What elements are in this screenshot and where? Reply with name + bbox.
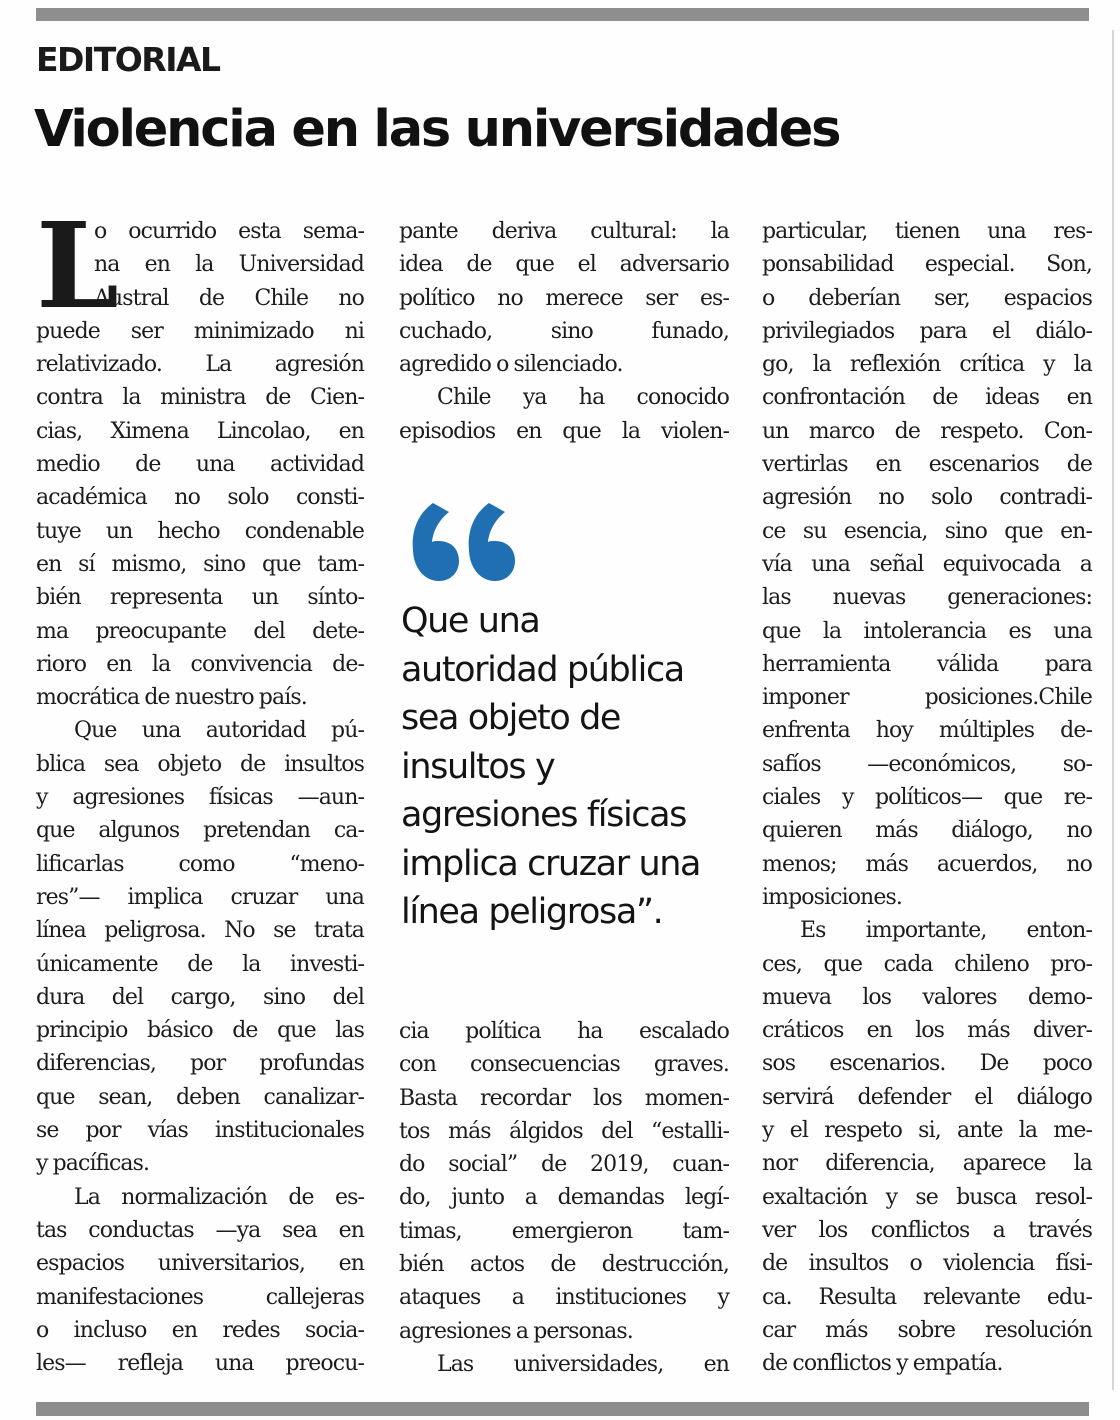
text-line: enfrenta hoy múltiples de- — [762, 718, 1092, 744]
headline: Violencia en las universidades — [34, 100, 840, 159]
text-line: ver los conflictos a través — [762, 1217, 1092, 1243]
text-line: académica no solo consti- — [36, 485, 364, 511]
text-line: ataques a instituciones y — [399, 1285, 729, 1311]
text-line: y pacíficas. — [36, 1151, 150, 1177]
blue-opening-quote-icon — [403, 497, 523, 597]
text-line: ma preocupante del dete- — [36, 618, 364, 644]
text-line: bién actos de destrucción, — [399, 1252, 729, 1278]
text-line: ce su esencia, sino que en- — [762, 518, 1092, 544]
text-line: contra la ministra de Cien- — [36, 385, 364, 411]
text-line: Las universidades, en — [437, 1351, 729, 1377]
text-line: en sí mismo, sino que tam- — [36, 551, 364, 577]
text-line: principio básico de que las — [36, 1018, 364, 1044]
text-line: dura del cargo, sino del — [36, 984, 364, 1010]
text-line: go, la reflexión crítica y la — [762, 352, 1092, 378]
text-line: agredido o silenciado. — [399, 352, 623, 378]
text-line: do, junto a demandas legí- — [399, 1185, 729, 1211]
text-line: rioro en la convivencia de- — [36, 651, 364, 677]
text-line: do social” de 2019, cuan- — [399, 1152, 729, 1178]
text-line: sos escenarios. De poco — [762, 1051, 1092, 1077]
section-label: EDITORIAL — [36, 40, 220, 79]
pull-quote-line: insultos y — [401, 746, 555, 787]
text-line: puede ser minimizado ni — [36, 318, 364, 344]
text-line: y agresiones físicas —aun- — [36, 785, 364, 811]
text-line: privilegiados para el diálo- — [762, 318, 1092, 344]
pull-quote — [399, 497, 729, 967]
article-column-1 — [36, 196, 364, 1380]
text-line: relativizado. La agresión — [36, 352, 364, 378]
text-line: vertirlas en escenarios de — [762, 452, 1092, 478]
text-line: les— refleja una preocu- — [36, 1351, 364, 1377]
bottom-rule — [36, 1402, 1089, 1416]
text-line: episodios en que la violen- — [399, 418, 729, 444]
text-line: particular, tienen una res- — [762, 219, 1092, 244]
text-line: ces, que cada chileno pro- — [762, 951, 1092, 977]
text-line: ciales y políticos— que re- — [762, 785, 1092, 811]
dropcap-letter: L — [36, 196, 119, 335]
text-line: La normalización de es- — [74, 1184, 364, 1210]
text-line: un marco de respeto. Con- — [762, 418, 1092, 444]
text-line: de insultos o violencia físi- — [762, 1251, 1092, 1277]
text-line: cia política ha escalado — [399, 1019, 729, 1044]
text-line: safíos —económicos, so- — [762, 751, 1092, 777]
top-rule — [36, 8, 1089, 21]
text-line: político no merece ser es- — [399, 285, 729, 311]
article-column-2-bottom — [399, 1015, 729, 1381]
text-line: mocrática de nuestro país. — [36, 685, 307, 711]
text-line: confrontación de ideas en — [762, 385, 1092, 411]
text-line: y el respeto si, ante la me- — [762, 1118, 1092, 1144]
text-line: vía una señal equivocada a — [762, 551, 1092, 577]
text-line: o ocurrido esta sema- — [94, 219, 364, 244]
pull-quote-line: autoridad pública — [401, 649, 684, 690]
text-line: res”— implica cruzar una — [36, 884, 364, 910]
article-column-2-top — [399, 215, 729, 448]
pull-quote-line: Que una — [401, 601, 540, 641]
text-line: que sean, deben canalizar- — [36, 1084, 364, 1110]
text-line: medio de una actividad — [36, 452, 364, 478]
pull-quote-text — [401, 597, 731, 937]
text-line: que la intolerancia es una — [762, 618, 1092, 644]
text-line: que algunos pretendan ca- — [36, 818, 364, 844]
text-line: manifestaciones callejeras — [36, 1284, 364, 1310]
text-line: imponer posiciones.Chile — [762, 685, 1092, 711]
text-line: menos; más acuerdos, no — [762, 851, 1092, 877]
text-line: idea de que el adversario — [399, 252, 729, 278]
text-line: quieren más diálogo, no — [762, 818, 1092, 844]
text-line: tas conductas —ya sea en — [36, 1217, 364, 1243]
text-line: se por vías institucionales — [36, 1118, 364, 1144]
text-line: ca. Resulta relevante edu- — [762, 1284, 1092, 1310]
text-line: con consecuencias graves. — [399, 1052, 729, 1078]
text-line: o incluso en redes socia- — [36, 1317, 364, 1343]
text-line: o deberían ser, espacios — [762, 285, 1092, 311]
pull-quote-line: línea peligrosa”. — [401, 892, 663, 932]
text-line: car más sobre resolución — [762, 1317, 1092, 1343]
text-line: cráticos en los más diver- — [762, 1018, 1092, 1044]
text-line: lificarlas como “meno- — [36, 851, 364, 877]
text-line: línea peligrosa. No se trata — [36, 918, 364, 944]
text-line: tos más álgidos del “estalli- — [399, 1118, 729, 1144]
text-line: bién representa un sínto- — [36, 585, 364, 611]
text-line: ponsabilidad especial. Son, — [762, 252, 1092, 278]
article-column-3 — [762, 215, 1092, 1380]
text-line: tuye un hecho condenable — [36, 518, 364, 544]
text-line: Austral de Chile no — [94, 285, 364, 311]
text-line: Basta recordar los momen- — [399, 1085, 729, 1111]
text-line: blica sea objeto de insultos — [36, 751, 364, 777]
text-line: de conflictos y empatía. — [762, 1351, 1003, 1377]
text-line: herramienta válida para — [762, 651, 1092, 677]
pull-quote-line: agresiones físicas — [401, 795, 686, 835]
page-edge — [1112, 30, 1114, 1390]
text-line: servirá defender el diálogo — [762, 1084, 1092, 1110]
text-line: na en la Universidad — [94, 252, 364, 278]
text-line: las nuevas generaciones: — [762, 585, 1092, 611]
text-line: pante deriva cultural: la — [399, 219, 729, 244]
text-line: nor diferencia, aparece la — [762, 1151, 1092, 1177]
text-line: cias, Ximena Lincolao, en — [36, 418, 364, 444]
text-line: únicamente de la investi- — [36, 951, 364, 977]
pull-quote-line: sea objeto de — [401, 698, 621, 738]
text-line: Que una autoridad pú- — [74, 718, 364, 744]
text-line: espacios universitarios, en — [36, 1251, 364, 1277]
text-line: mueva los valores demo- — [762, 984, 1092, 1010]
text-line: Es importante, enton- — [800, 918, 1092, 944]
text-line: agresión no solo contradi- — [762, 485, 1092, 511]
text-line: imposiciones. — [762, 884, 902, 910]
text-line: timas, emergieron tam- — [399, 1218, 729, 1244]
text-line: cuchado, sino funado, — [399, 318, 729, 344]
text-line: diferencias, por profundas — [36, 1051, 364, 1077]
text-line: agresiones a personas. — [399, 1318, 633, 1344]
pull-quote-line: implica cruzar una — [401, 843, 701, 884]
text-line: Chile ya ha conocido — [437, 385, 729, 411]
text-line: exaltación y se busca resol- — [762, 1184, 1092, 1210]
